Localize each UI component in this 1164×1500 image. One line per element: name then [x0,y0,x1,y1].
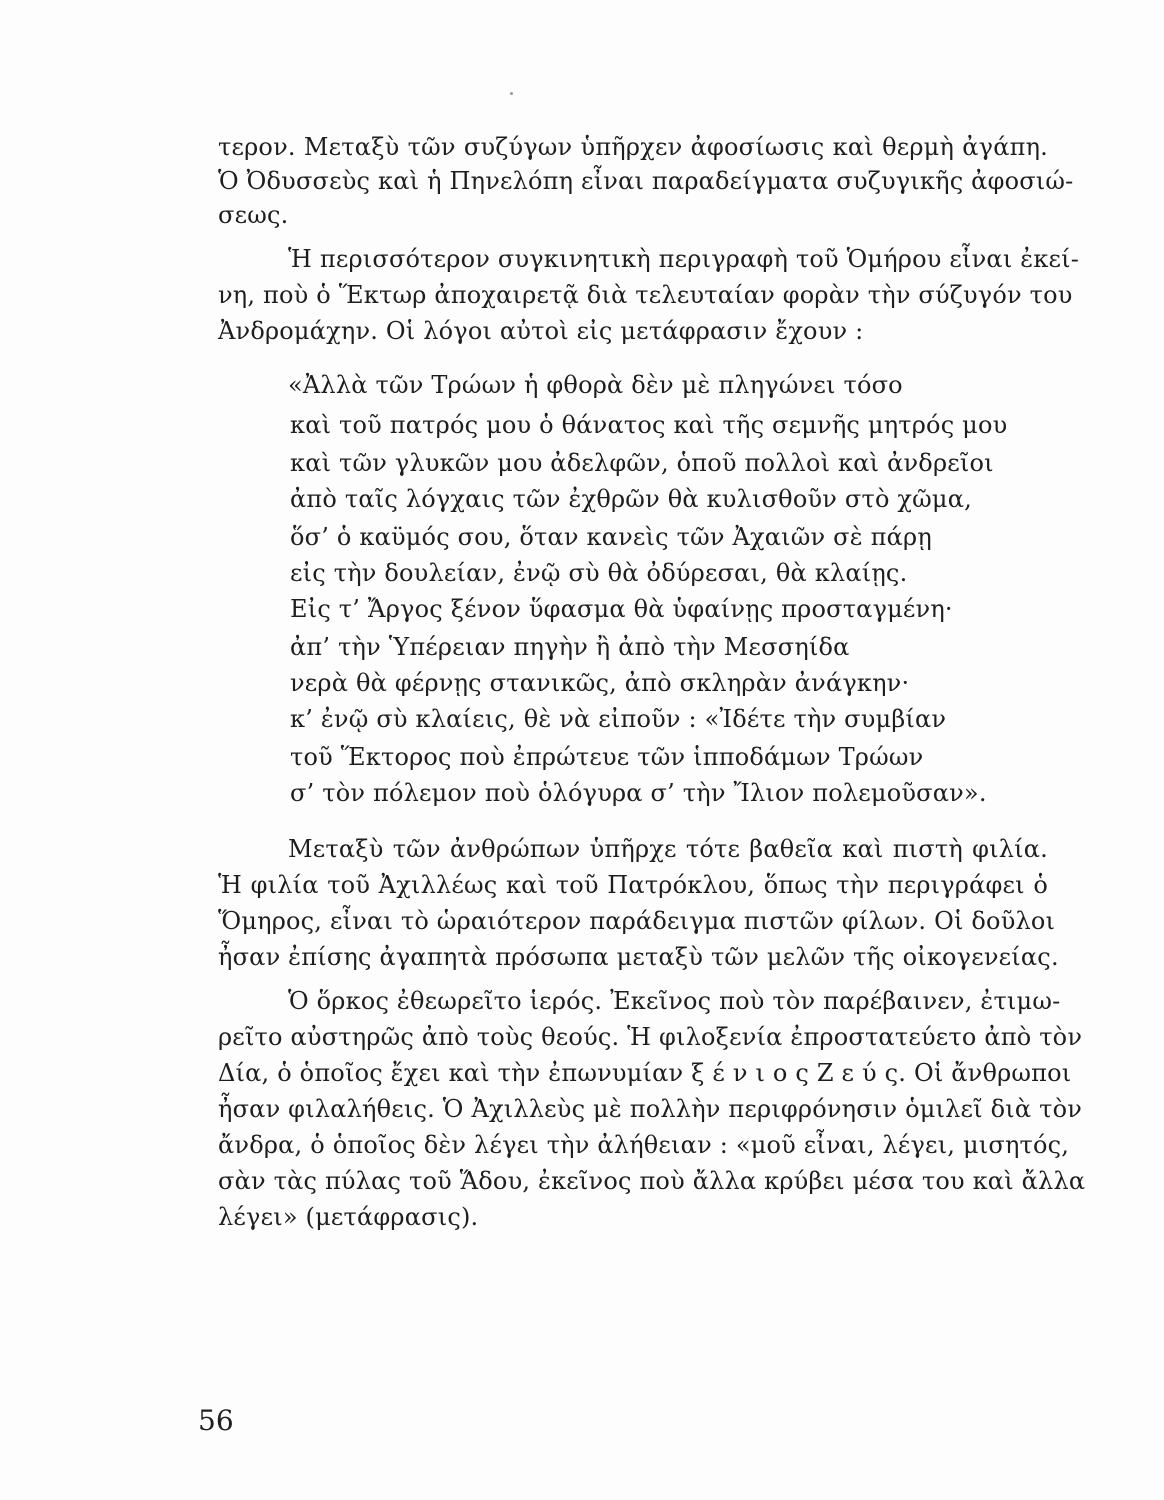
text-line: τερον. Μεταξὺ τῶν συζύγων ὑπῆρχεν ἀφοσίωσις καὶ θερμὴ ἀγάπη. [218,133,1048,161]
text-line: σεως. [218,201,289,229]
text-line: Ἡ περισσότερον συγκινητικὴ περιγραφὴ τοῦ Ὁμήρου εἶναι ἐκεί- [288,245,1080,273]
text-line: Ἀνδρομάχην. Οἱ λόγοι αὐτοὶ εἰς μετάφρασιν ἔχουν : [218,317,864,345]
text-line: Ὁ ὅρκος ἐθεωρεῖτο ἱερός. Ἐκεῖνος ποὺ τὸν παρέβαινεν, ἐτιμω- [288,987,1061,1015]
poem-line: ἀπὸ ταῖς λόγχαις τῶν ἐχθρῶν θὰ κυλισθοῦν στὸ χῶμα, [290,485,972,513]
paper-speck [510,92,513,95]
text-line: ἦσαν ἐπίσης ἀγαπητὰ πρόσωπα μεταξὺ τῶν μελῶν τῆς οἰκογενείας. [218,943,1059,971]
poem-line: κ’ ἐνῷ σὺ κλαίεις, θὲ νὰ εἰποῦν : «Ἰδέτε τὴν συμβίαν [290,705,947,733]
poem-line: καὶ τοῦ πατρός μου ὁ θάνατος καὶ τῆς σεμνῆς μητρός μου [290,411,1008,439]
text-line: Ὁ Ὀδυσσεὺς καὶ ἡ Πηνελόπη εἶναι παραδείγματα συζυγικῆς ἀφοσιώ- [218,167,1074,195]
poem-line: τοῦ Ἕκτορος ποὺ ἐπρώτευε τῶν ἱπποδάμων Τρώων [290,743,924,771]
text-line: ἄνδρα, ὁ ὁποῖος δὲν λέγει τὴν ἀλήθειαν : «μοῦ εἶναι, λέγει, μισητός, [218,1131,1070,1159]
poem-line: ὅσ’ ὁ καϋμός σου, ὅταν κανεὶς τῶν Ἀχαιῶν σὲ πάρῃ [290,523,932,551]
poem-line: εἰς τὴν δουλείαν, ἐνῷ σὺ θὰ ὀδύρεσαι, θὰ κλαίῃς. [290,559,908,587]
text-line: Ὅμηρος, εἶναι τὸ ὡραιότερον παράδειγμα πιστῶν φίλων. Οἱ δοῦλοι [218,907,1056,935]
poem-line: «Ἀλλὰ τῶν Τρώων ἡ φθορὰ δὲν μὲ πληγώνει τόσο [288,371,903,399]
text-line: Δία, ὁ ὁποῖος ἔχει καὶ τὴν ἐπωνυμίαν ξ έ ν ι ο ς Ζ ε ύ ς. Οἱ ἄνθρωποι [218,1059,1072,1087]
text-line: Ἡ φιλία τοῦ Ἀχιλλέως καὶ τοῦ Πατρόκλου, ὅπως τὴν περιγράφει ὁ [218,871,1048,899]
text-line: νη, ποὺ ὁ Ἕκτωρ ἀποχαιρετᾷ διὰ τελευταίαν φορὰν τὴν σύζυγόν του [218,281,1073,309]
page-number: 56 [198,1404,234,1437]
poem-line: καὶ τῶν γλυκῶν μου ἀδελφῶν, ὁποῦ πολλοὶ καὶ ἀνδρεῖοι [290,449,994,477]
poem-line: Εἰς τ’ Ἄργος ξένον ὕφασμα θὰ ὑφαίνῃς προσταγμένη· [290,595,953,623]
poem-line: ἀπ’ τὴν Ὑπέρειαν πηγὴν ἢ ἀπὸ τὴν Μεσσηίδα [290,633,850,661]
poem-line: νερὰ θὰ φέρνῃς στανικῶς, ἀπὸ σκληρὰν ἀνάγκην· [290,669,910,697]
text-line: σὰν τὰς πύλας τοῦ Ἅδου, ἐκεῖνος ποὺ ἄλλα κρύβει μέσα του καὶ ἄλλα [218,1167,1086,1195]
poem-line: σ’ τὸν πόλεμον ποὺ ὁλόγυρα σ’ τὴν Ἴλιον πολεμοῦσαν». [290,779,987,807]
text-line: λέγει» (μετάφρασις). [218,1203,479,1231]
text-line: ἦσαν φιλαλήθεις. Ὁ Ἀχιλλεὺς μὲ πολλὴν περιφρόνησιν ὁμιλεῖ διὰ τὸν [218,1095,1083,1123]
text-line: Μεταξὺ τῶν ἀνθρώπων ὑπῆρχε τότε βαθεῖα καὶ πιστὴ φιλία. [288,835,1048,863]
text-line: ρεῖτο αὐστηρῶς ἀπὸ τοὺς θεούς. Ἡ φιλοξενία ἐπροστατεύετο ἀπὸ τὸν [218,1023,1083,1051]
